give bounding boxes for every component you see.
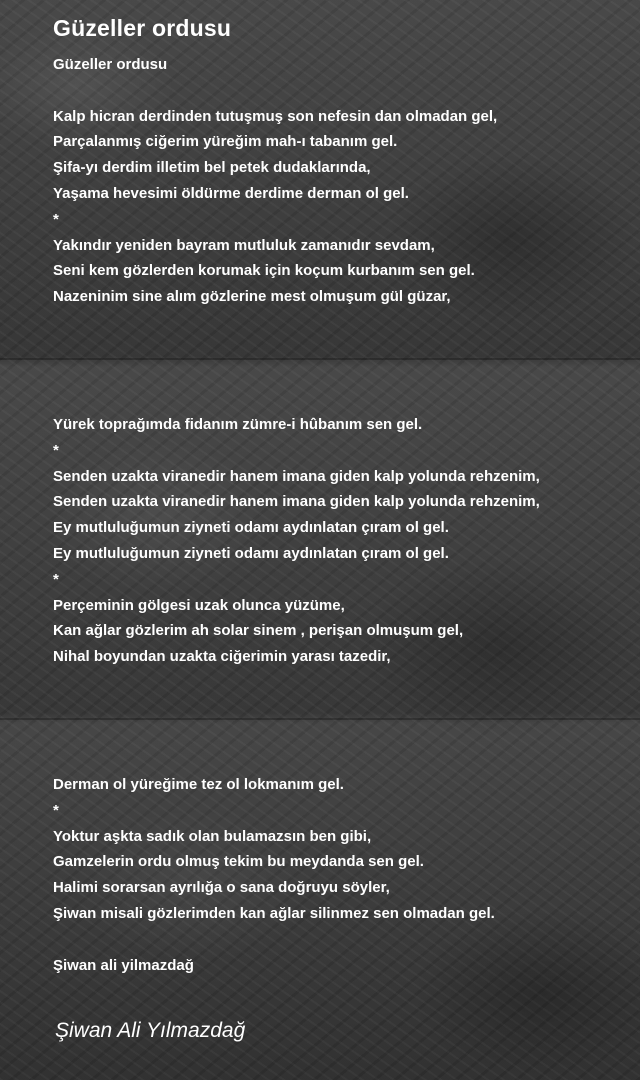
- poem-line: Yoktur aşkta sadık olan bulamazsın ben gibi,: [53, 827, 372, 845]
- poem-line: Seni kem gözlerden korumak için koçum kurbanım sen gel.: [53, 262, 475, 280]
- poem-line: Senden uzakta viranedir hanem imana giden kalp yolunda rehzenim,: [53, 467, 540, 485]
- poem-line: Şifa-yı derdim illetim bel petek dudaklarında,: [53, 159, 371, 177]
- stanza-separator: *: [53, 441, 59, 459]
- poem-subtitle: Güzeller ordusu: [53, 56, 168, 73]
- poem-line: Halimi sorarsan ayrılığa o sana doğruyu söyler,: [53, 879, 390, 897]
- stanza-separator: *: [53, 801, 59, 819]
- stanza-separator: *: [53, 210, 59, 228]
- poem-line: Senden uzakta viranedir hanem imana giden kalp yolunda rehzenim,: [53, 493, 540, 511]
- poem-line: Ey mutluluğumun ziyneti odamı aydınlatan çıram ol gel.: [53, 544, 449, 562]
- poem-line: Yürek toprağımda fidanım zümre-i hûbanım sen gel.: [53, 416, 423, 433]
- poem-line: Yakındır yeniden bayram mutluluk zamanıdır sevdam,: [53, 236, 435, 254]
- poem-line: Nihal boyundan uzakta ciğerimin yarası tazedir,: [53, 648, 391, 666]
- poem-line: Gamzelerin ordu olmuş tekim bu meydanda sen gel.: [53, 853, 424, 871]
- poem-title: Güzeller ordusu: [53, 15, 232, 41]
- section-divider: [0, 358, 640, 360]
- poem-line: Derman ol yüreğime tez ol lokmanım gel.: [53, 776, 344, 793]
- poem-line: Ey mutluluğumun ziyneti odamı aydınlatan çıram ol gel.: [53, 519, 449, 537]
- poem-line: [53, 78, 613, 104]
- poem-line: Nazeninim sine alım gözlerine mest olmuşum gül güzar,: [53, 288, 451, 306]
- poem-line: Perçeminin gölgesi uzak olunca yüzüme,: [53, 596, 345, 614]
- poem-line: Şiwan misali gözlerimden kan ağlar silinmez sen olmadan gel.: [53, 904, 495, 922]
- poem-line: Parçalanmış ciğerim yüreğim mah-ı tabanım gel.: [53, 133, 398, 151]
- poem-stanza-block-1: [53, 52, 613, 310]
- poem-line: Kan ağlar gözlerim ah solar sinem , perişan olmuşum gel,: [53, 622, 464, 640]
- poem-stanza-block-2: [53, 412, 613, 670]
- poem-line: Yaşama hevesimi öldürme derdime derman ol gel.: [53, 184, 409, 202]
- poem-line: [53, 927, 613, 953]
- poem-stanza-block-3: [53, 772, 613, 978]
- poem-signature: Şiwan ali yilmazdağ: [53, 956, 194, 974]
- author-name: Şiwan Ali Yılmazdağ: [55, 1019, 246, 1042]
- poem-line: Kalp hicran derdinden tutuşmuş son nefesin dan olmadan gel,: [53, 107, 498, 125]
- section-divider: [0, 718, 640, 720]
- stanza-separator: *: [53, 570, 59, 588]
